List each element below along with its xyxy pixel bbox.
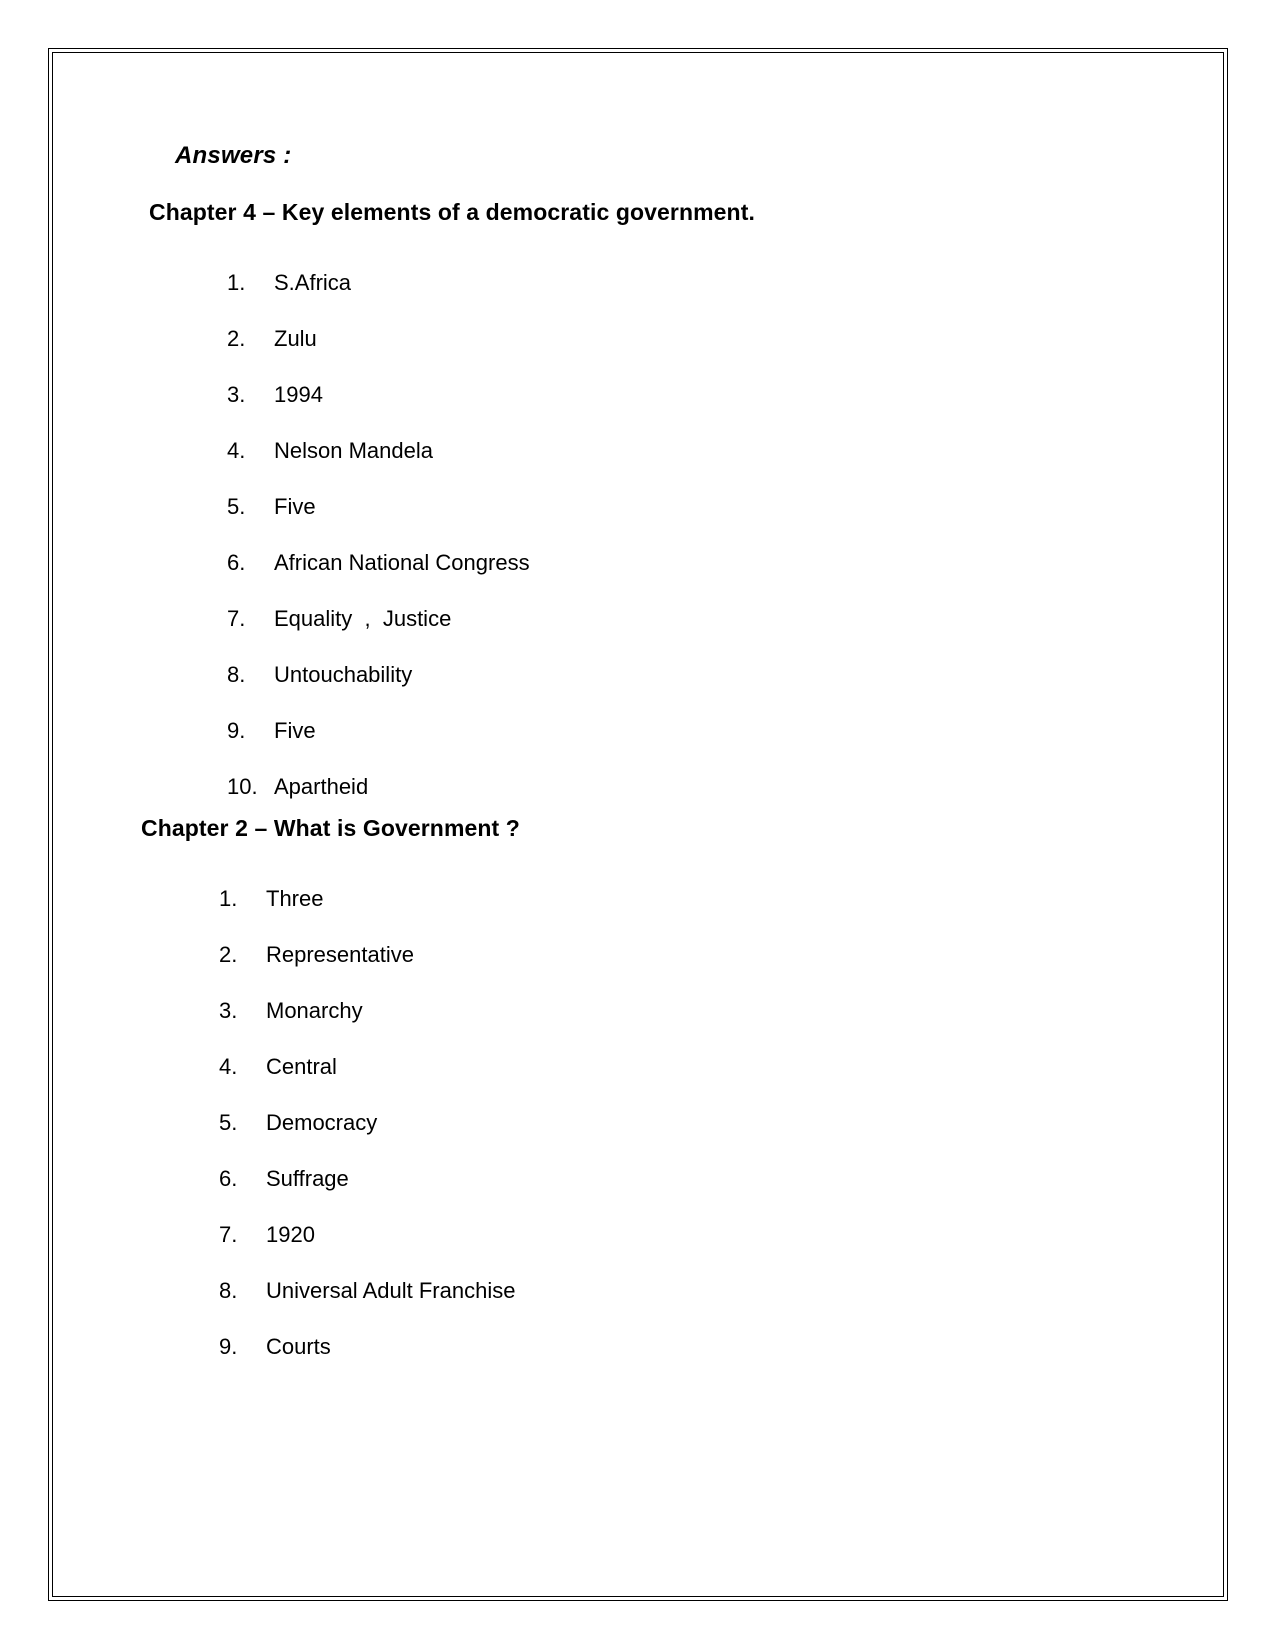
list-marker: 6. [227,550,246,575]
answer-text: Three [266,886,324,911]
answer-text: Five [274,494,316,519]
list-item [227,416,1149,472]
answers-section-chapter-2 [141,815,1141,1368]
list-item [227,752,1149,808]
chapter-heading: Chapter 4 – Key elements of a democratic government. [149,199,755,225]
document-page [48,48,1228,1601]
chapter-heading: Chapter 2 – What is Government ? [141,815,520,841]
list-marker: 7. [227,606,246,631]
list-marker: 8. [219,1278,238,1303]
list-item [227,640,1149,696]
answer-text: Universal Adult Franchise [266,1278,516,1303]
answer-list-chapter-2 [219,864,1141,1368]
answer-text: 1994 [274,382,323,407]
answer-text: Nelson Mandela [274,438,433,463]
list-marker: 10. [227,774,258,799]
answer-text: Zulu [274,326,317,351]
list-item [219,976,1141,1032]
list-marker: 3. [219,998,238,1023]
list-item [219,1088,1141,1144]
list-item [219,1200,1141,1256]
list-item [227,472,1149,528]
list-marker: 5. [227,494,246,519]
list-marker: 1. [227,270,246,295]
list-marker: 7. [219,1222,238,1247]
list-marker: 9. [219,1334,238,1359]
answer-text: Equality , Justice [274,606,452,631]
list-item [227,584,1149,640]
list-marker: 5. [219,1110,238,1135]
answer-text: Democracy [266,1110,378,1135]
list-item [219,920,1141,976]
answer-text: Untouchability [274,662,413,687]
answers-title: Answers : [175,142,292,169]
list-item [227,696,1149,752]
answer-text: Courts [266,1334,331,1359]
list-item [227,528,1149,584]
answer-text: 1920 [266,1222,315,1247]
list-marker: 8. [227,662,246,687]
answer-text: Representative [266,942,414,967]
list-item [227,304,1149,360]
answer-text: Five [274,718,316,743]
list-item [219,1312,1141,1368]
list-marker: 1. [219,886,238,911]
list-marker: 2. [219,942,238,967]
document-content [49,49,1227,1600]
list-item [219,864,1141,920]
list-item [219,1256,1141,1312]
list-marker: 4. [219,1054,238,1079]
list-item [227,360,1149,416]
answer-text: Apartheid [274,774,369,799]
answer-text: Central [266,1054,337,1079]
list-item [219,1144,1141,1200]
answer-text: Suffrage [266,1166,349,1191]
list-marker: 4. [227,438,246,463]
list-marker: 6. [219,1166,238,1191]
answer-text: African National Congress [274,550,530,575]
answer-list-chapter-4 [227,248,1149,808]
answer-text: S.Africa [274,270,352,295]
list-marker: 9. [227,718,246,743]
answers-section-chapter-4 [149,199,1149,808]
list-marker: 2. [227,326,246,351]
list-item [219,1032,1141,1088]
list-marker: 3. [227,382,246,407]
answer-text: Monarchy [266,998,363,1023]
list-item [227,248,1149,304]
